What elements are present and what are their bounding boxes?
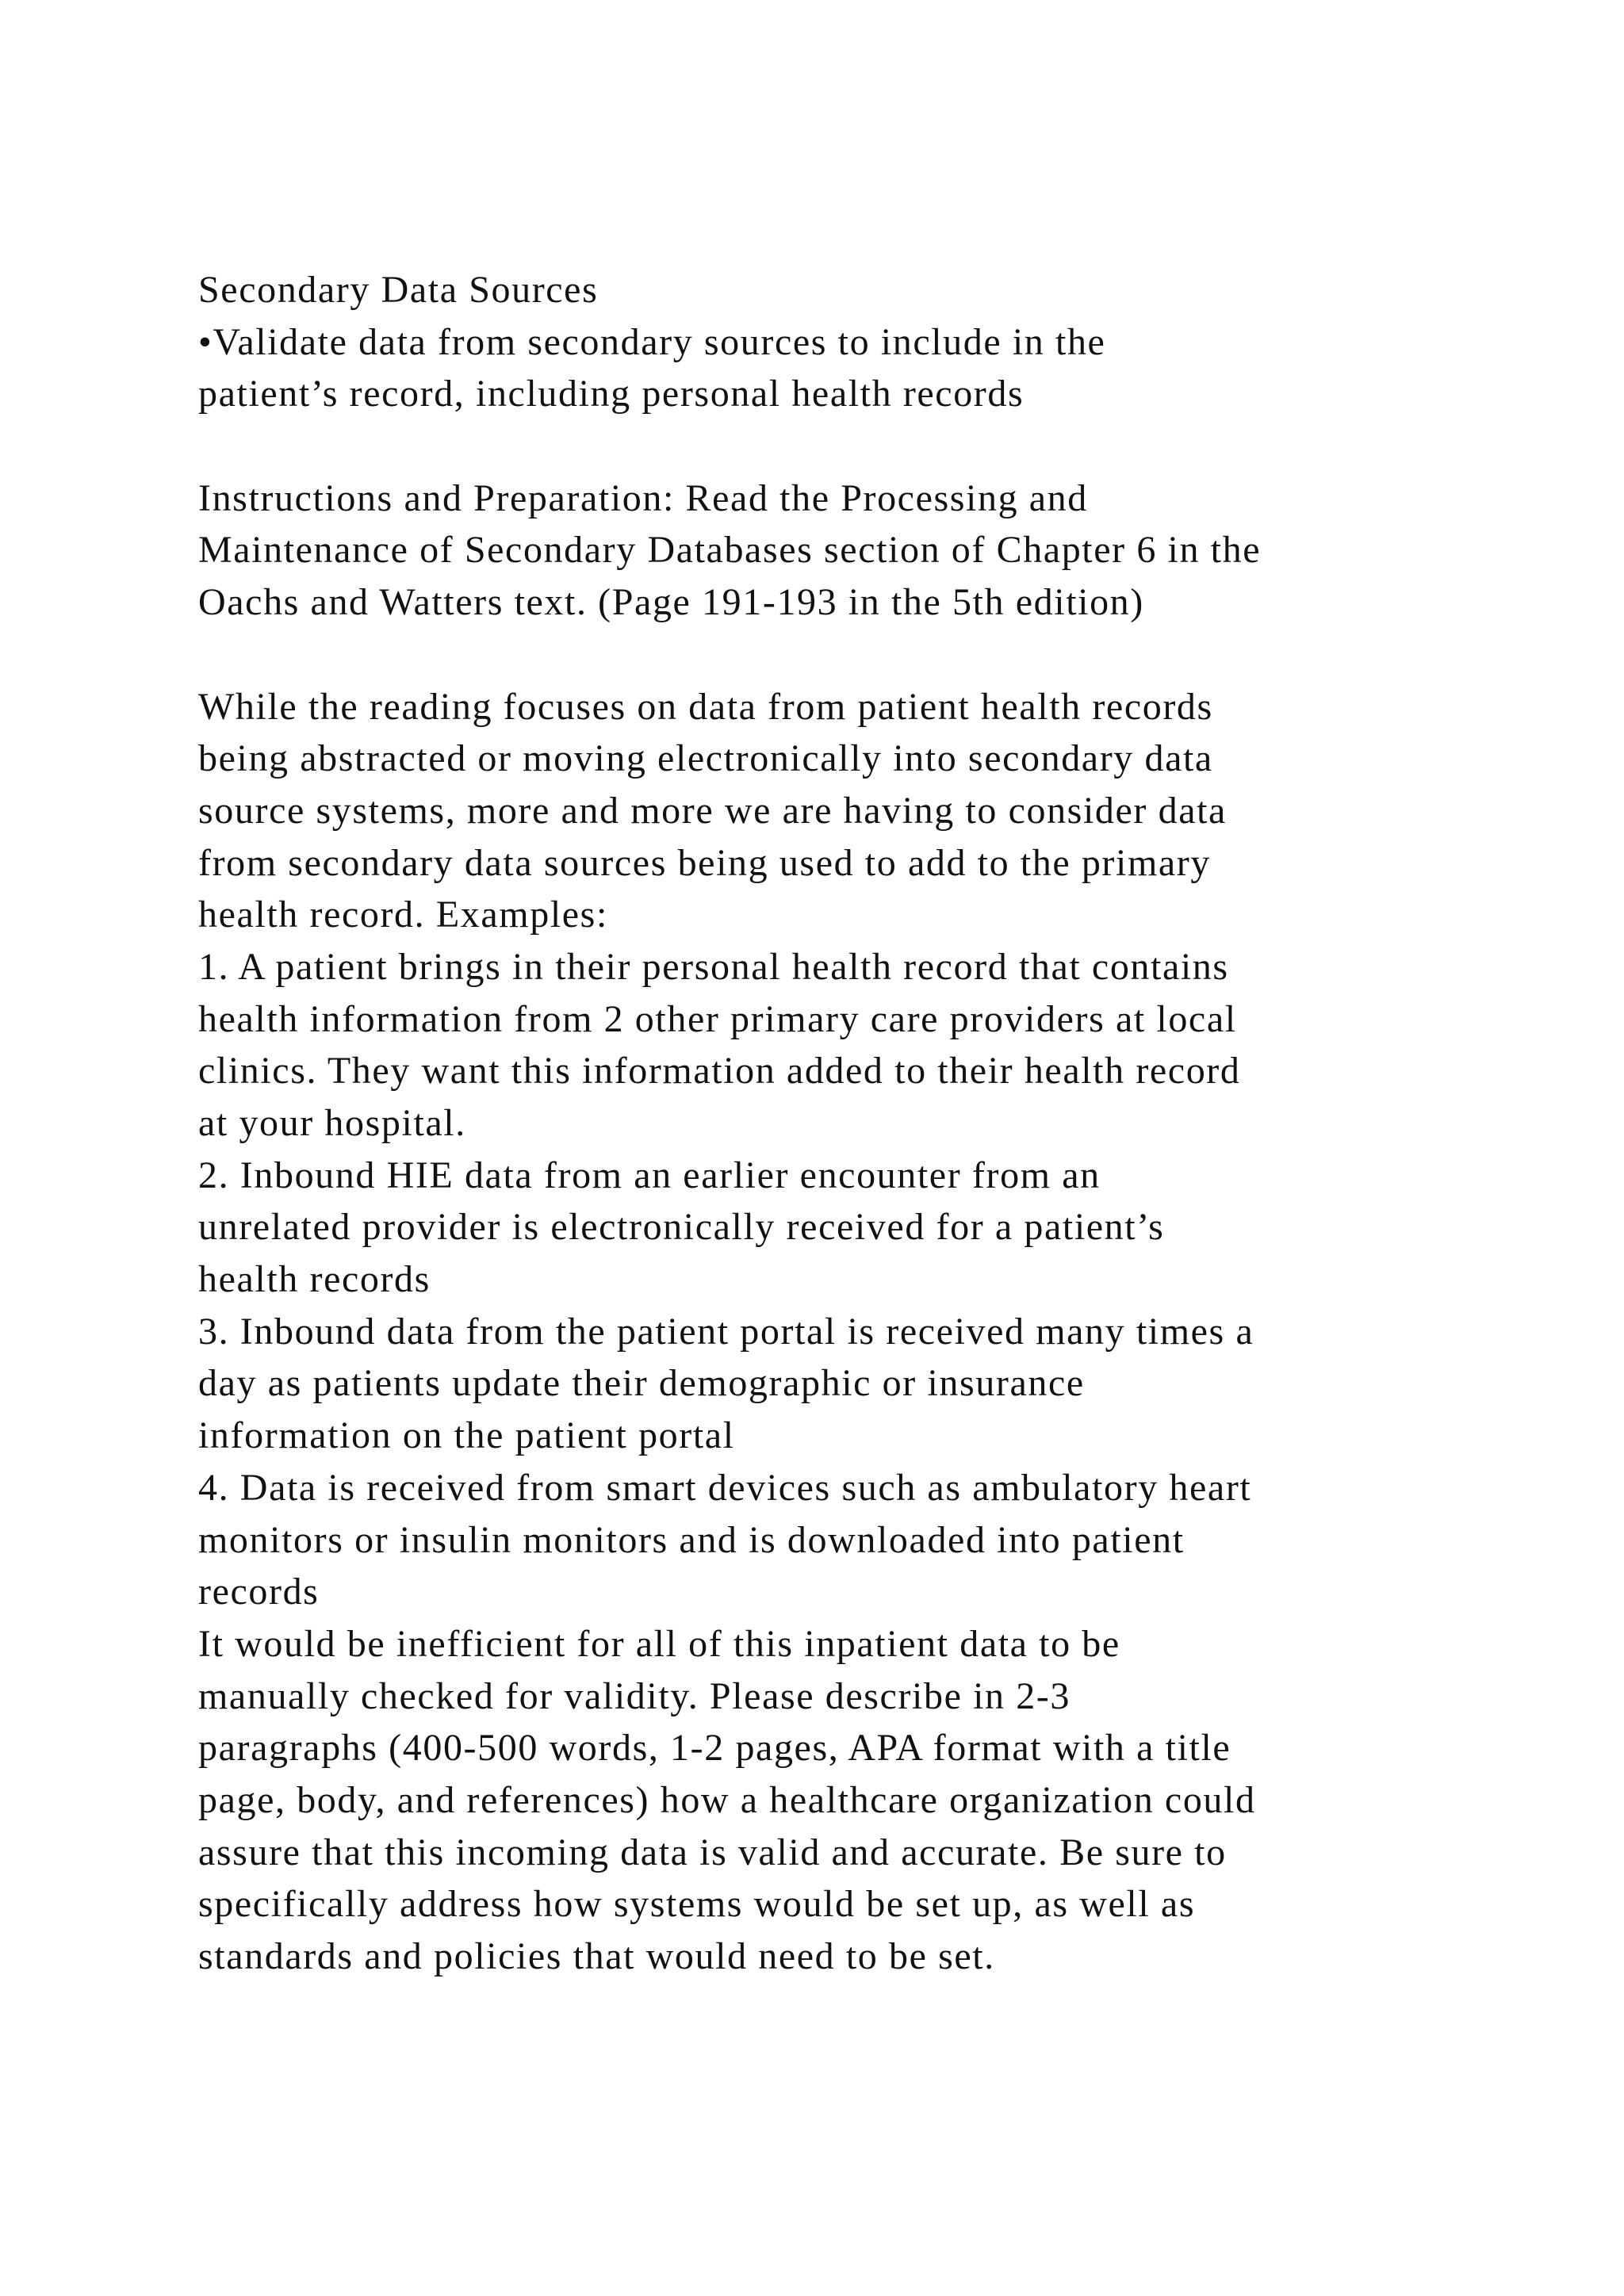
text-line: health information from 2 other primary care providers at local [198, 997, 1237, 1040]
text-line: standards and policies that would need to be set. [198, 1935, 995, 1977]
example-item-4 [198, 1462, 1546, 1618]
text-line: records [198, 1571, 320, 1613]
example-item-2 [198, 1150, 1546, 1306]
text-line: 4. Data is received from smart devices such as ambulatory heart [198, 1466, 1252, 1509]
text-line: Oachs and Watters text. (Page 191-193 in the 5th edition) [198, 581, 1144, 624]
objective-bullet [198, 316, 1546, 420]
text-line: 1. A patient brings in their personal health record that contains [198, 945, 1229, 988]
text-line: day as patients update their demographic or insurance [198, 1362, 1085, 1405]
text-line: Maintenance of Secondary Databases section of Chapter 6 in the [198, 529, 1262, 572]
text-line: source systems, more and more we are having to consider data [198, 789, 1227, 832]
text-line: patient’s record, including personal health records [198, 373, 1025, 415]
text-line: unrelated provider is electronically received for a patient’s [198, 1206, 1165, 1249]
text-line: health records [198, 1258, 431, 1301]
text-line: It would be inefficient for all of this inpatient data to be [198, 1622, 1120, 1665]
example-item-1 [198, 941, 1546, 1150]
text-line: specifically address how systems would be set up, as well as [198, 1883, 1196, 1926]
text-line: from secondary data sources being used to add to the primary [198, 841, 1211, 884]
text-line: •Validate data from secondary sources to include in the [198, 320, 1106, 363]
text-line: health record. Examples: [198, 894, 608, 936]
text-line: monitors or insulin monitors and is downloaded into patient [198, 1518, 1185, 1561]
text-line: page, body, and references) how a healthcare organization could [198, 1778, 1256, 1821]
example-item-3 [198, 1306, 1546, 1462]
paragraph-spacer [198, 629, 1546, 681]
text-line: assure that this incoming data is valid and accurate. Be sure to [198, 1831, 1227, 1873]
text-line: manually checked for validity. Please describe in 2-3 [198, 1674, 1071, 1717]
paragraph-spacer [198, 420, 1546, 473]
text-line: 3. Inbound data from the patient portal is received many times a [198, 1310, 1254, 1353]
assignment-paragraph [198, 1618, 1546, 1983]
instructions-paragraph [198, 473, 1546, 629]
text-line: 2. Inbound HIE data from an earlier encounter from an [198, 1154, 1101, 1196]
intro-paragraph [198, 681, 1546, 941]
text-line: paragraphs (400-500 words, 1-2 pages, APA format with a title [198, 1727, 1231, 1770]
document-heading: Secondary Data Sources [198, 269, 599, 311]
text-line: While the reading focuses on data from patient health records [198, 685, 1213, 728]
text-line: information on the patient portal [198, 1414, 735, 1457]
text-line: being abstracted or moving electronically into secondary data [198, 737, 1213, 780]
text-line: at your hospital. [198, 1102, 466, 1144]
document-body [198, 264, 1546, 1983]
text-line: clinics. They want this information added to their health record [198, 1050, 1241, 1093]
text-line: Instructions and Preparation: Read the Processing and [198, 476, 1088, 519]
